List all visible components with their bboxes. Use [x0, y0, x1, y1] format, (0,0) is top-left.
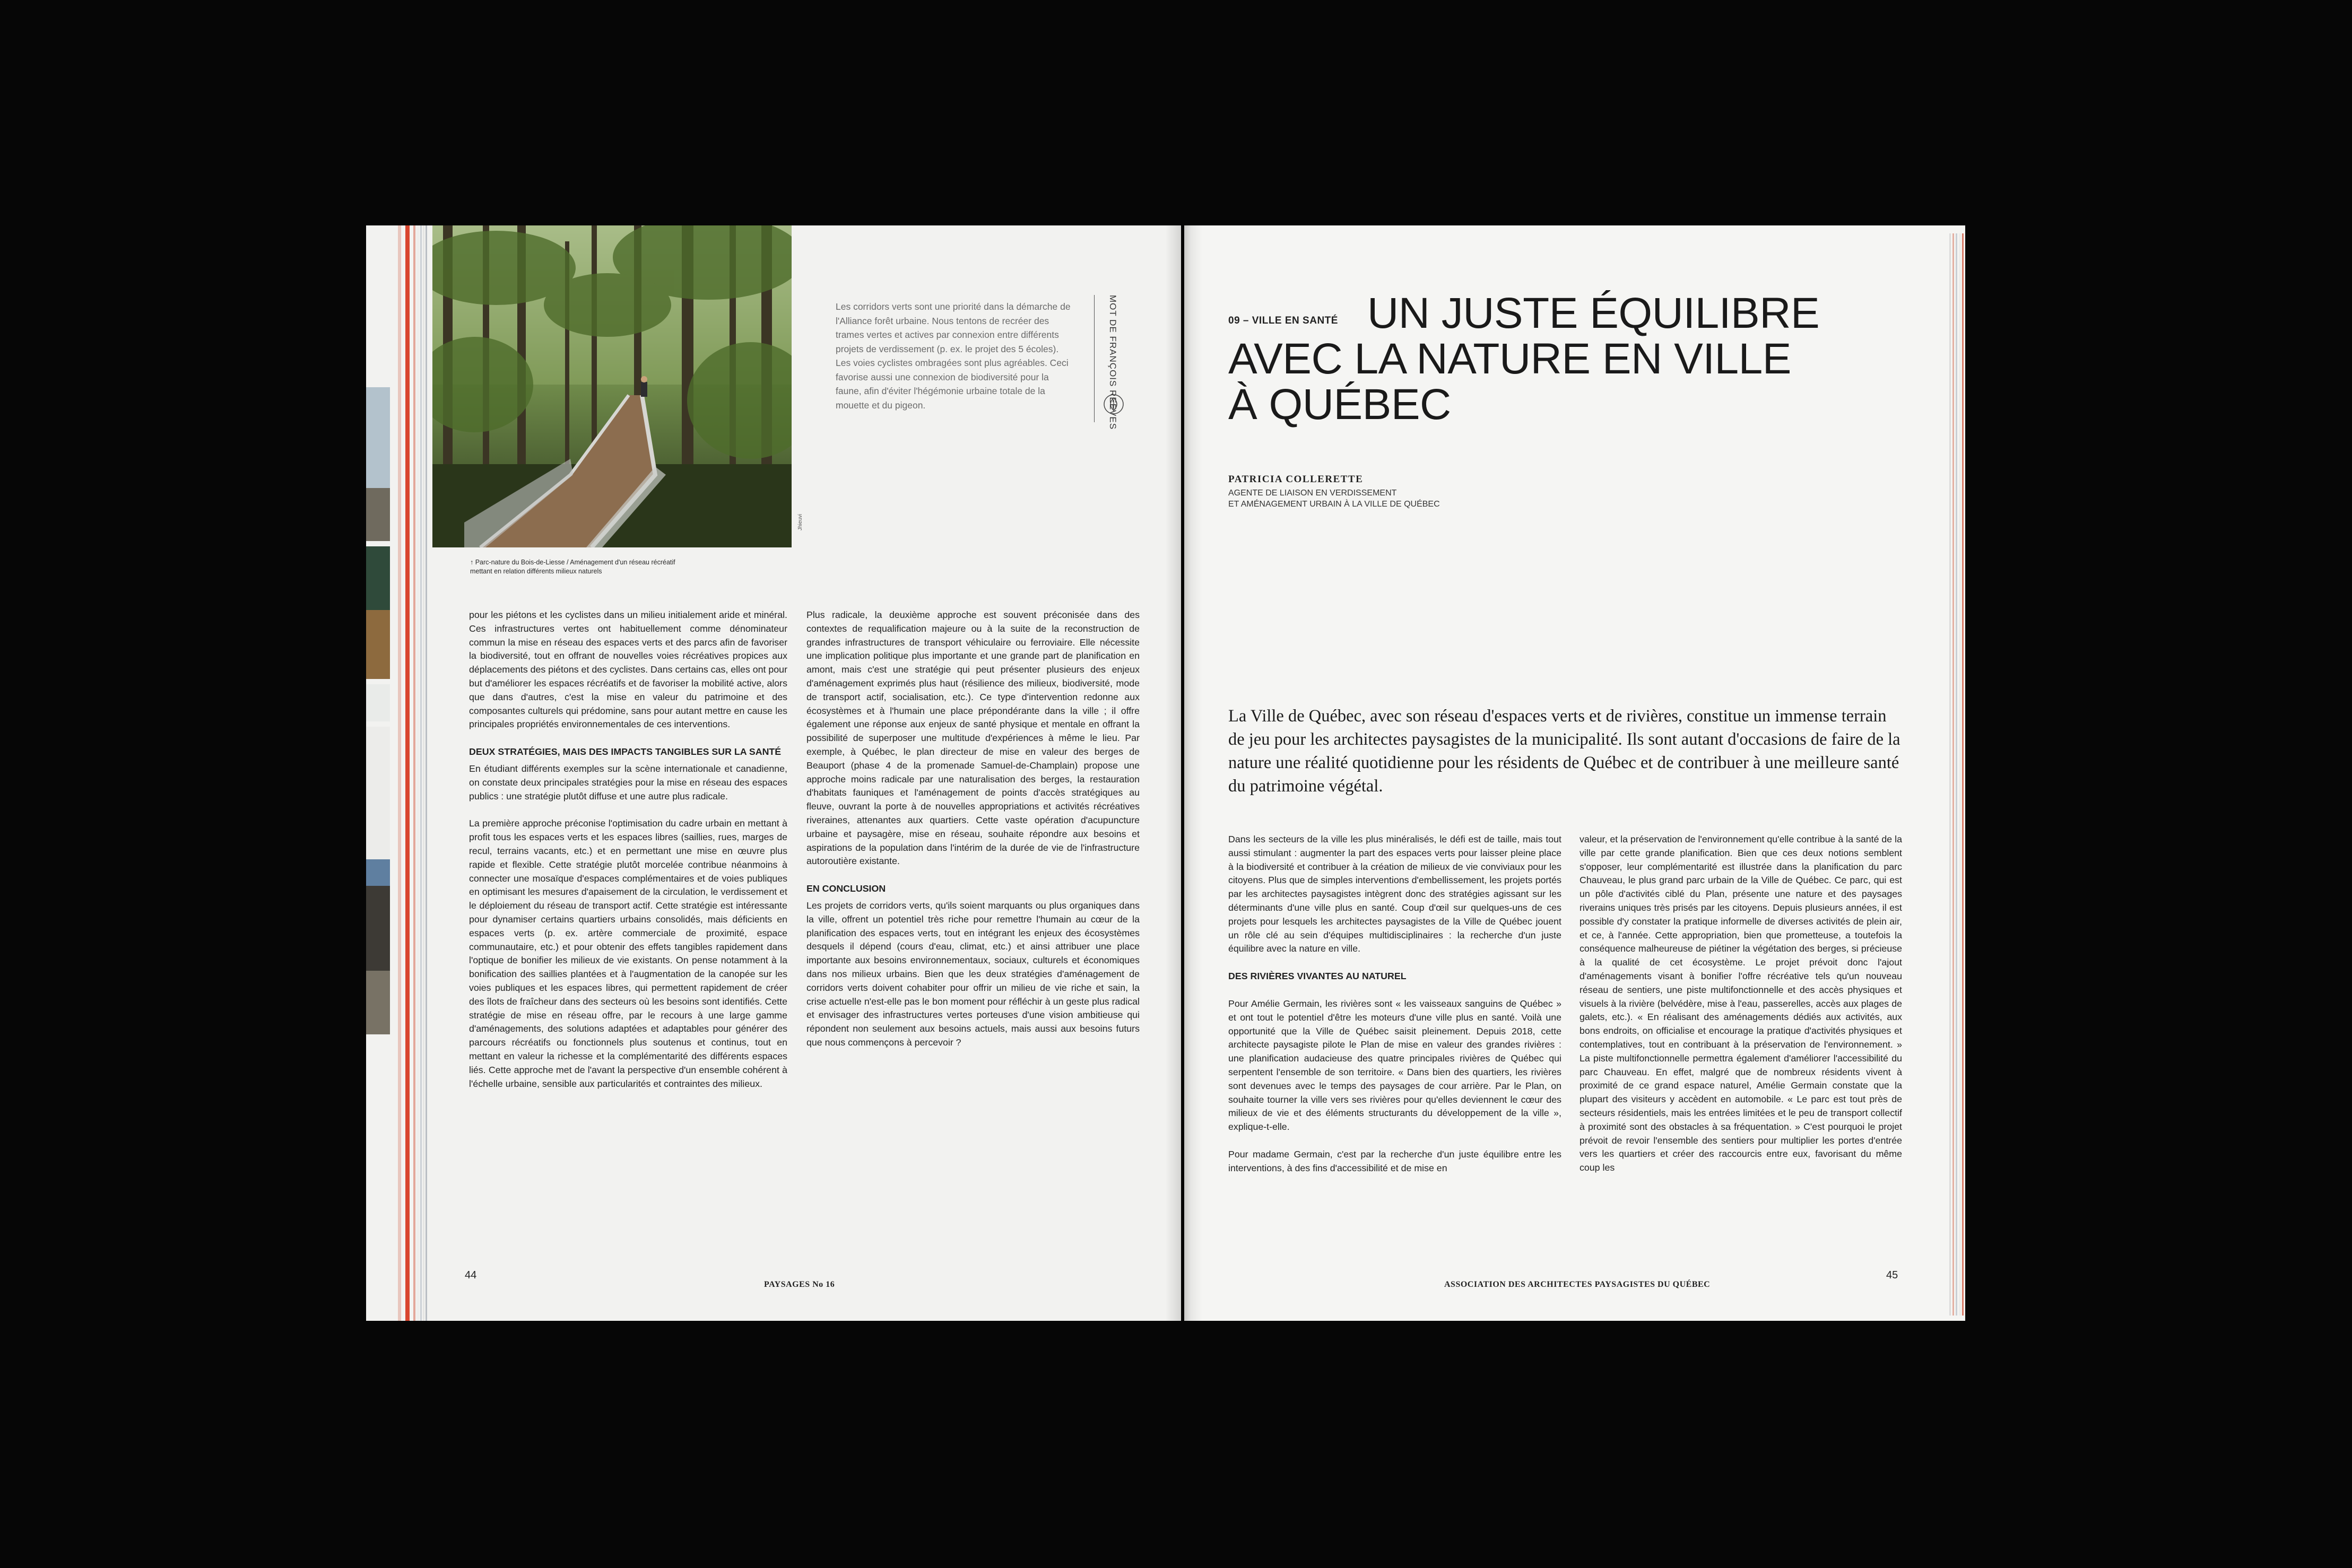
- paragraph: En étudiant différents exemples sur la scène internationale et canadienne, on constate deux principales stratégies pour la mise en réseau des espaces publics : une stratégie plutôt diffuse et une autre plus radicale.: [469, 763, 787, 802]
- left-column-1: [469, 608, 787, 1091]
- paragraph: Dans les secteurs de la ville les plus minéralisés, le défi est de taille, mais tout aussi stimulant : augmenter la part des espaces verts pour laisser pleine place à la biodiversité et contribuer à la création de milieux de vie conviviaux pour les citoyens. Plus que de simples interventions d'embellissement, les projets portés par les architectes paysagistes intègrent donc des stratégies agissant sur les déterminants d'une ville plus en santé. Coup d'œil sur quelques-uns de ces projets pour lesquels les architectes paysagistes de la Ville de Québec jouent un rôle clé au sein d'équipes multidisciplinaires : la recherche d'un juste équilibre avec la nature en ville.: [1228, 834, 1561, 954]
- right-column-2: [1579, 833, 1902, 1175]
- paragraph: pour les piétons et les cyclistes dans un milieu initialement aride et minéral. Ces infrastructures vertes ont habituellement comme dénominateur commun la mise en réseau des espaces verts et des parcs afin de favoriser la biodiversité, tout en offrant de nouvelles voies récréatives propices aux déplacements des piétons et des cyclistes. Dans certains cas, elles ont pour but d'améliorer les espaces récréatifs et de favoriser la mobilité active, alors que dans d'autres, c'est la mise en valeur du patrimoine et des composantes culturels qui prédomine, sans pour autant mettre en cause les principales propriétés environnementales de ces interventions.: [469, 609, 787, 730]
- sidenote-text: Les corridors verts sont une priorité dans la démarche de l'Alliance forêt urbaine. Nous tentons de recréer des trames vertes et actives par connexion entre différents projets de verdissement (p. ex. le projet des 5 écoles). Les voies cyclistes ombragées sont plus agréables. Ceci favorise aussi une connexion de biodiversité pour la faune, afin d'éviter l'hégémonie urbaine totale de la mouette et du pigeon.: [836, 301, 1071, 411]
- paragraph: Les projets de corridors verts, qu'ils soient marquants ou plus organiques dans la ville, offrent un potentiel très riche pour remettre l'humain au cœur de la planification des espaces verts, tout en intégrant les enjeux des écosystèmes desquels il dépend (cours d'eau, climat, etc.) et ainsi attribuer une place importante aux besoins environnementaux, sociaux, culturels et économiques dans nos milieux urbains. Bien que les deux stratégies d'aménagement de corridors verts doivent cohabiter pour offrir un milieu de vie riche et sain, la crise actuelle n'est-elle pas le bon moment pour réfléchir à un geste plus radical et envisager des infrastructures vertes porteuses d'une vision ambitieuse qui répondent non seulement aux besoins actuels, mais aussi aux besoins futurs que nous commençons à percevoir ?: [806, 900, 1140, 1048]
- left-running-head: PAYSAGES No 16: [764, 1280, 835, 1289]
- leaf-emblem-icon: [1103, 394, 1124, 415]
- author-name: PATRICIA COLLERETTE: [1228, 474, 1364, 485]
- author-role-line: AGENTE DE LIAISON EN VERDISSEMENT: [1228, 489, 1397, 498]
- section-heading: DES RIVIÈRES VIVANTES AU NATUREL: [1228, 971, 1407, 982]
- sidenote-label-text: MOT DE FRANÇOIS REEVES: [1108, 295, 1118, 430]
- right-running-head: ASSOCIATION DES ARCHITECTES PAYSAGISTES DU QUÉBEC: [1444, 1280, 1711, 1289]
- paragraph: Plus radicale, la deuxième approche est souvent préconisée dans des contextes de requalification majeure ou à la suite de la reconstruction de grandes infrastructures de transport véhiculaire ou ferroviaire. Elle nécessite une implication politique plus importante et une grande part de planification en amont, mais c'est une stratégie qui peut présenter plusieurs des enjeux d'aménagement exprimés plus haut (résilience des milieux, biodiversité, mode de transport actif, socialisation, etc.). Ce type d'intervention redonne aux écosystèmes et à l'humain une place prépondérante dans la ville ; il offre également une réponse aux enjeux de santé physique et mentale en offrant la possibilité de superposer une multitude d'expériences à même le lieu. Par exemple, à Québec, le plan directeur de mise en valeur des berges de Beauport (phase 4 de la promenade Samuel-de-Champlain) propose une approche moins radicale par une naturalisation des berges, la restauration d'habitats fauniques et l'aménagement de points d'accès stratégiques au fleuve, ouvrant la porte à de nouvelles appropriations et activités récréatives riveraines, attenantes aux quartiers. Cette vaste opération d'acupuncture urbaine et paysagère, mise en réseau, souhaite répondre aux besoins et aspirations de la population dans l'intérim de la durée de vie de l'infrastructure autoroutière existante.: [806, 609, 1140, 867]
- paragraph: Pour Amélie Germain, les rivières sont « les vaisseaux sanguins de Québec » et ont tout le potentiel d'être les moteurs d'une ville plus en santé. Voilà une opportunité que la Ville de Québec saisit pleinement. Depuis 2018, cette architecte paysagiste pilote le Plan de mise en valeur des grandes rivières : une planification audacieuse des quatre principales rivières de Québec qui serpentent l'ensemble de son territoire. « Dans bien des quartiers, les rivières sont devenues avec le temps des paysages de cour arrière. Par le Plan, on souhaite tourner la ville vers ses rivières pour qu'elles deviennent le cœur des milieux de vie et des éléments structurants du développement de la ville », explique-t-elle.: [1228, 998, 1561, 1133]
- title-line-2: AVEC LA NATURE EN VILLE: [1228, 335, 1791, 383]
- article-title: [1228, 291, 1891, 428]
- title-line-1: UN JUSTE ÉQUILIBRE: [1367, 289, 1820, 337]
- section-heading: EN CONCLUSION: [806, 883, 886, 894]
- section-kicker: 09 – VILLE EN SANTÉ: [1228, 315, 1338, 326]
- photo-caption: ↑ Parc-nature du Bois-de-Liesse / Aménagement d'un réseau récréatif mettant en relation différents milieux naturels: [470, 559, 675, 575]
- author-role: [1228, 487, 1440, 510]
- title-line-3: À QUÉBEC: [1228, 380, 1451, 429]
- left-folio: 44: [465, 1269, 477, 1281]
- sidenote-label: [1094, 295, 1123, 430]
- right-folio: 45: [1886, 1269, 1898, 1281]
- section-heading: DEUX STRATÉGIES, MAIS DES IMPACTS TANGIBLES SUR LA SANTÉ: [469, 746, 782, 757]
- paragraph: La première approche préconise l'optimisation du cadre urbain en mettant à profit tous les espaces verts et les espaces libres (saillies, rues, marges de recul, terrains vacants, etc.) et en permettant une mise en œuvre plus rapide et flexible. Cette stratégie plutôt morcelée contribue néanmoins à connecter une mosaïque d'espaces complémentaires et de voies publiques en optimisant les mesures d'apaisement de la circulation, le verdissement et le déploiement du réseau de transport actif. Cette stratégie est intéressante pour dynamiser certains quartiers urbains consolidés, mais déficients en espaces verts (p. ex. artère commerciale de proximité, espace communautaire, etc.) et pour obtenir des effets tangibles rapidement dans l'optique de bonifier les milieux de vie existants. On pense notamment à la bonification des saillies plantées et à l'augmentation de la canopée sur les voies publiques et les espaces libres, qui permettent rapidement de créer des îlots de fraîcheur dans des secteurs où les besoins sont identifiés. Cette stratégie de mise en réseau offre, par le recours à une large gamme d'aménagements, des solutions adaptées et adaptables pour générer des parcours récréatifs ou fonctionnels plus soutenus et continus, tout en mettant en valeur la richesse et la complémentarité des différents espaces liés. Cette approche met de l'avant la perspective d'un ensemble cohérent à l'échelle urbaine, sensible aux particularités et contraintes des milieux.: [469, 818, 787, 1089]
- right-page-edges: [1946, 233, 1965, 1316]
- paragraph: valeur, et la préservation de l'environnement qu'elle contribue à la santé de la ville par cette grande planification. Bien que ces deux notions semblent s'opposer, leur complémentarité est illustrée dans la planification du parc Chauveau, le plus grand parc urbain de la Ville de Québec. Ce parc, qui est un pôle d'activités ciblé du Plan, présente une nature et des paysages riverains uniques très prisés par les citoyens. Depuis plusieurs années, il est possible d'y constater la pratique informelle de diverses activités de plein air, et ce, à l'année. Cette appropriation, bien que prometteuse, a toutefois la conséquence malheureuse de piétiner la végétation des berges, si précieuse à la qualité de cet écosystème. Le projet prévoit donc l'ajout d'aménagements visant à bonifier l'offre récréative tels qu'un nouveau réseau de sentiers, une piste multifonctionnelle et des accès physiques et visuels à la rivière (belvédère, mise à l'eau, passerelles, accès aux plages de galets, etc.). « En réalisant des aménagements dédiés aux activités, aux bons endroits, on officialise et encourage la pratique d'activités physiques et contemplatives, tout en contribuant à la préservation de l'environnement. » La piste multifonctionnelle permettra également d'améliorer l'accessibilité du parc Chauveau. En effet, malgré que de nombreux résidents vivent à proximité de ce grand espace naturel, Amélie Germain constate que la plupart des visiteurs y accèdent en automobile. « Le parc est tout près de secteurs résidentiels, mais les entrées limitées et le peu de transport collectif à proximité sont des obstacles à sa fréquentation. » C'est pourquoi le projet prévoit de revoir l'ensemble des sentiers pour multiplier les portes d'entrée vers les quartiers et créer des raccourcis entre eux, favorisant du même coup les: [1579, 834, 1902, 1173]
- right-column-1: [1228, 833, 1561, 1175]
- lead-paragraph: La Ville de Québec, avec son réseau d'espaces verts et de rivières, constitue un immense terrain de jeu pour les architectes paysagistes de la municipalité. Ils sont autant d'occasions de faire de la nature une réalité quotidienne pour les résidents de Québec et de contribuer à une meilleure santé du patrimoine végétal.: [1228, 707, 1900, 796]
- photo-credit: Jhieuvi: [797, 513, 803, 530]
- author-role-line: ET AMÉNAGEMENT URBAIN À LA VILLE DE QUÉBEC: [1228, 500, 1440, 509]
- previous-page-photo-strip: [366, 387, 390, 1119]
- forest-boardwalk-photo: [432, 225, 792, 547]
- paragraph: Pour madame Germain, c'est par la recherche d'un juste équilibre entre les interventions, à des fins d'accessibilité et de mise en: [1228, 1148, 1561, 1173]
- left-column-2: [806, 608, 1140, 1050]
